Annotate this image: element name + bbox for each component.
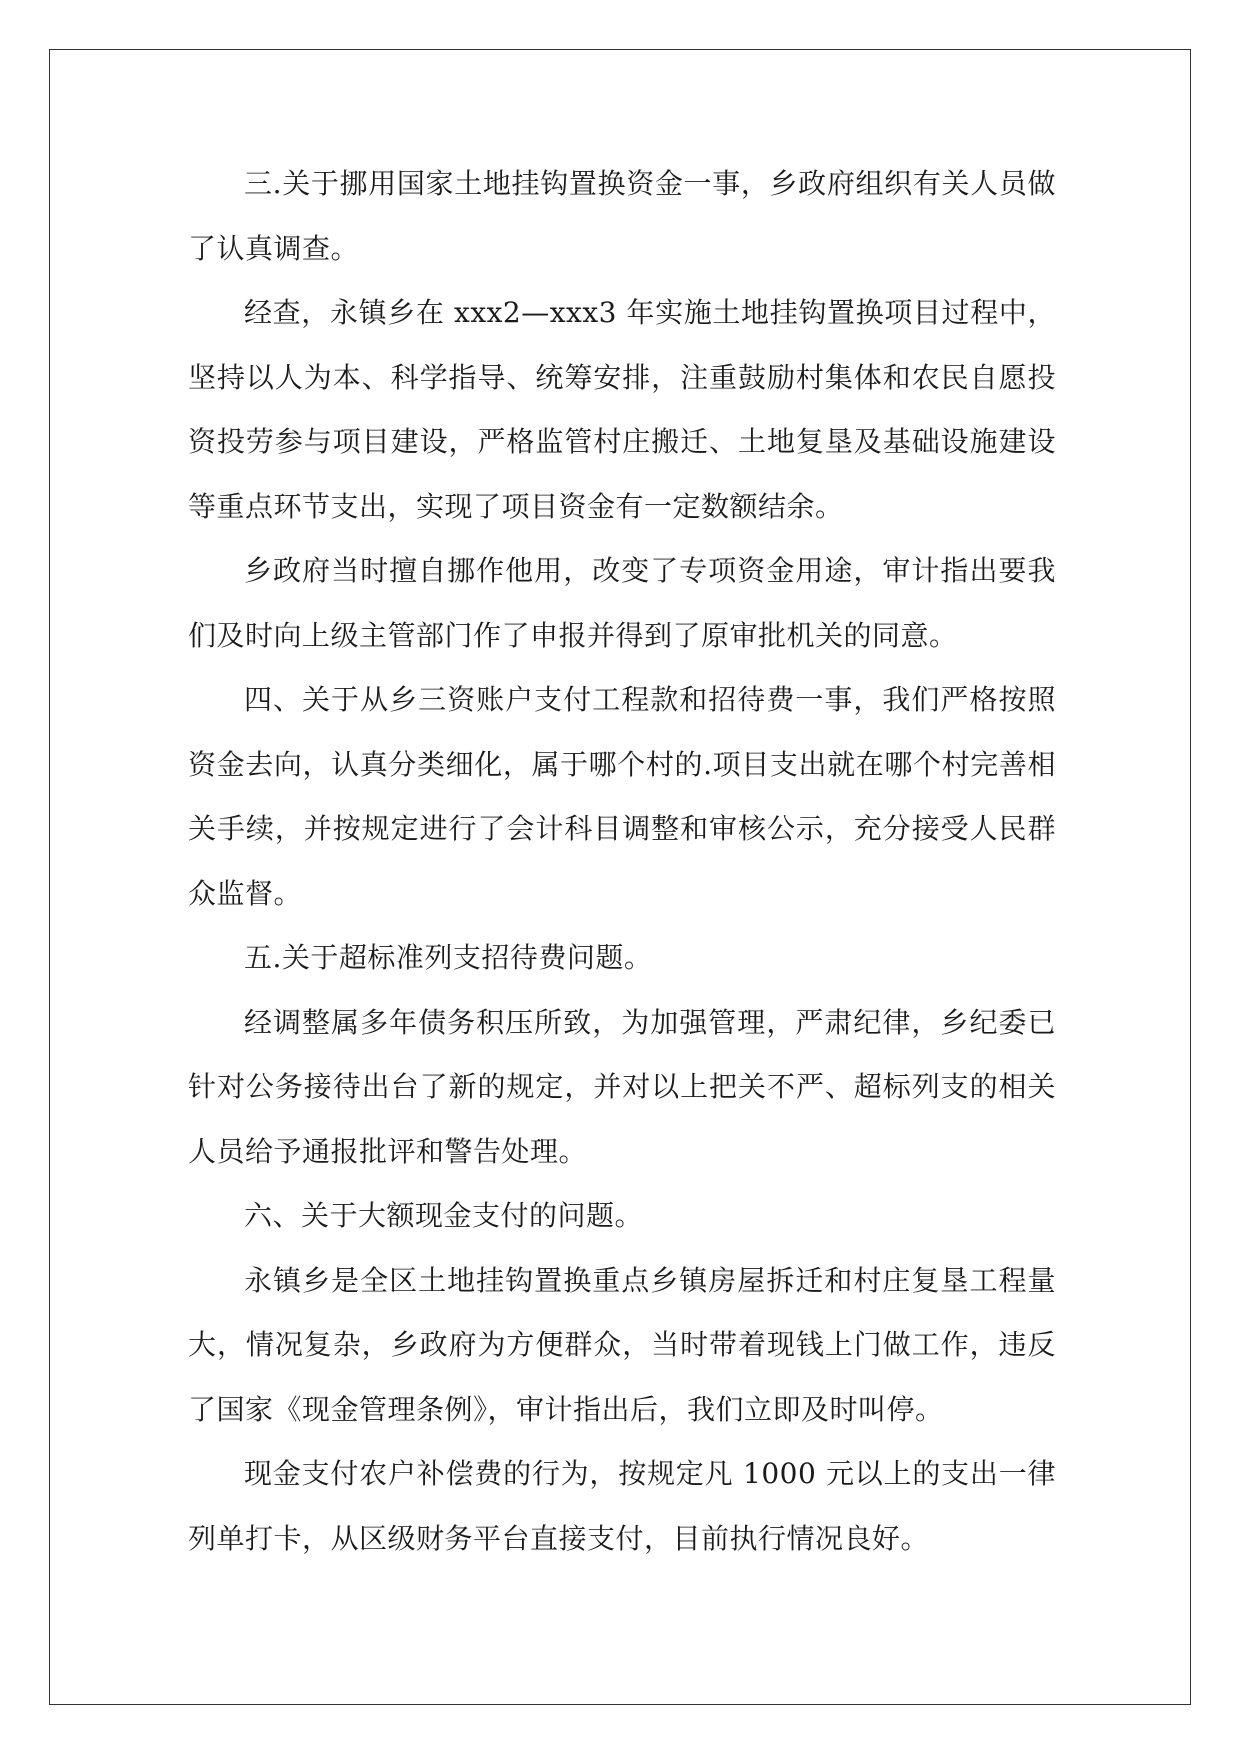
paragraph: 四、关于从乡三资账户支付工程款和招待费一事，我们严格按照资金去向，认真分类细化，属于哪个村的.项目支出就在哪个村完善相关手续，并按规定进行了会计科目调整和审核公示，充分接受人民群众监督。 [188,683,1056,910]
paragraph: 永镇乡是全区土地挂钩置换重点乡镇房屋拆迁和村庄复垦工程量大，情况复杂，乡政府为方便群众，当时带着现钱上门做工作，违反了国家《现金管理条例》，审计指出后，我们立即及时叫停。 [188,1263,1056,1426]
paragraph: 六、关于大额现金支付的问题。 [244,1199,644,1232]
paragraph: 经查，永镇乡在 xxx2—xxx3 年实施土地挂钩置换项目过程中，坚持以人为本、科学指导、统筹安排，注重鼓励村集体和农民自愿投资投劳参与项目建设，严格监管村庄搬迁、土地复垦及基础设施建设等重点环节支出，实现了项目资金有一定数额结余。 [188,296,1056,523]
paragraph: 现金支付农户补偿费的行为，按规定凡 1000 元以上的支出一律列单打卡，从区级财务平台直接支付，目前执行情况良好。 [188,1457,1056,1555]
paragraph: 五.关于超标准列支招待费问题。 [244,941,653,974]
paragraph: 乡政府当时擅自挪作他用，改变了专项资金用途，审计指出要我们及时向上级主管部门作了申报并得到了原审批机关的同意。 [188,554,1056,652]
paragraph: 经调整属多年债务积压所致，为加强管理，严肃纪律，乡纪委已针对公务接待出台了新的规定，并对以上把关不严、超标列支的相关人员给予通报批评和警告处理。 [188,1005,1056,1168]
document-body [188,152,1056,1571]
paragraph: 三.关于挪用国家土地挂钩置换资金一事，乡政府组织有关人员做了认真调查。 [188,167,1056,265]
